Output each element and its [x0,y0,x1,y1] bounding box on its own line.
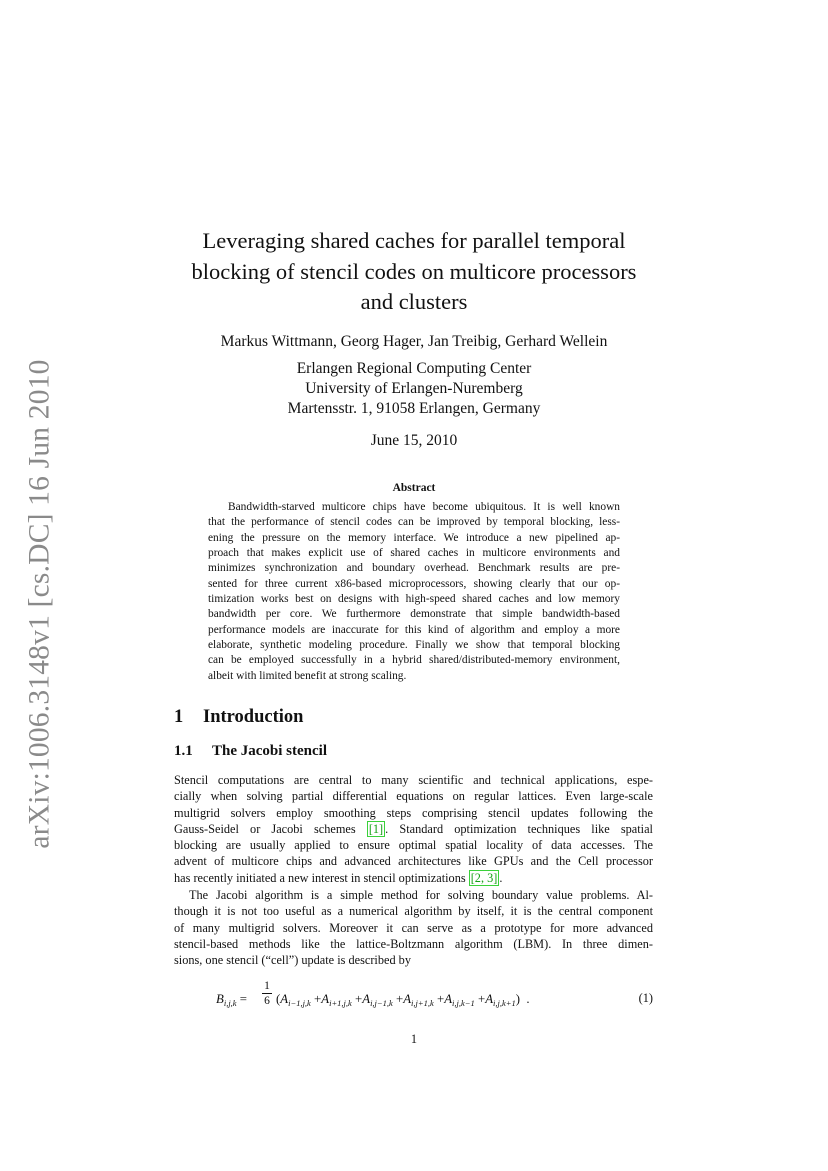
page-number: 1 [410,1032,418,1046]
fraction-bar [262,993,272,994]
author-list: Markus Wittmann, Georg Hager, Jan Treibig, Gerhard Wellein [220,333,608,350]
equation-number: (1) [638,991,653,1005]
abstract-line: performance models are inaccurate for this kind of algorithm and employ a more [208,623,620,636]
paragraph-line: cially when solving partial differential equations on regular lattices. Even large-scale [174,789,653,804]
equation-rhs: $(A_{i-1,j,k} +A_{i+1,j,k} +A_{i,j-1,k} +A_{i,j+1,k} +A_{i,j,k-1} +A_{i,j,k+1})$ . [276,992,530,1008]
paragraph-line: of many multigrid solvers. Moreover it can serve as a prototype for more advanced [174,920,653,935]
equation-fraction [262,979,272,1008]
paragraph-jacobi [174,887,653,968]
affiliation-line: Erlangen Regional Computing Center [296,360,532,377]
paragraph-text: . [499,870,503,885]
arxiv-identifier: arXiv:1006.3148v1 [cs.DC] 16 Jun 2010 [23,359,56,849]
paragraph-intro [174,772,653,886]
section-number: 1 [174,707,184,727]
affiliation-line: Martensstr. 1, 91058 Erlangen, Germany [287,400,541,417]
affiliation [160,359,668,419]
fraction-denominator: 6 [264,995,270,1007]
section-heading [174,707,303,728]
subsection-heading [174,743,327,760]
paragraph-line: multigrid solvers employ smoothing steps comprising stencil updates following the [174,805,653,820]
abstract-line: can be employed successfully in a hybrid shared/distributed-memory environment, [208,654,620,667]
paragraph-line [174,821,653,837]
abstract-line: Bandwidth-starved multicore chips have become ubiquitous. It is well known [228,501,620,513]
abstract-line: proach that makes explicit use of shared caches in multicore environments and [208,547,620,560]
abstract-line: albeit with limited benefit at strong scaling. [208,669,407,682]
abstract-body [208,500,620,684]
affiliation-line: University of Erlangen-Nuremberg [305,380,523,397]
abstract-line: elaborate, synthetic modeling procedure. Finally we show that temporal blocking [208,639,620,652]
paragraph-text: . Standard optimization techniques like spatial [385,821,653,836]
paragraph-line: blocking are usually applied to ensure optimal spatial locality of data accesses. The [174,838,653,853]
abstract-heading: Abstract [392,482,436,494]
citation-link[interactable]: [2, 3] [470,870,498,885]
abstract-line: sented for three current x86-based microprocessors, showing clearly that our op- [208,577,620,590]
citation-link[interactable]: [1] [368,821,384,836]
publication-date: June 15, 2010 [370,432,458,449]
paragraph-line: sions, one stencil (“cell”) update is described by [174,953,411,968]
paragraph-line: Stencil computations are central to many scientific and technical applications, espe- [174,773,653,787]
title-line: Leveraging shared caches for parallel temporal [202,228,626,253]
title-line: and clusters [360,289,468,314]
paragraph-line: advent of multicore chips and advanced architectures like GPUs and the Cell processor [174,854,653,869]
fraction-numerator: 1 [264,980,270,992]
paragraph-line: The Jacobi algorithm is a simple method for solving boundary value problems. Al- [189,888,653,902]
abstract-line: bandwidth per core. We furthermore demonstrate that simple bandwidth-based [208,608,620,621]
equation-block [174,982,653,1016]
subsection-title: The Jacobi stencil [212,743,327,759]
paragraph-line: though it is not too useful as a numerical algorithm by itself, it is the central component [174,904,653,919]
paragraph-text: Gauss-Seidel or Jacobi schemes [174,821,367,836]
equation-lhs: $B_{i,j,k}$ = [216,992,247,1008]
abstract-line: minimizes synchronization and boundary overhead. Benchmark results are pre- [208,562,620,575]
abstract-line: timization works best on designs with high-speed shared caches and low memory [208,593,620,606]
abstract-line: ening the pressure on the memory interface. We introduce a new pipelined ap- [208,531,620,544]
subsection-number: 1.1 [174,743,193,759]
abstract-line: that the performance of stencil codes can be improved by temporal blocking, less- [208,516,620,529]
paragraph-line: stencil-based methods like the lattice-Boltzmann algorithm (LBM). In three dimen- [174,936,653,951]
title-line: blocking of stencil codes on multicore processors [191,258,637,284]
paragraph-line [174,870,653,886]
section-title: Introduction [203,707,304,727]
paper-title [160,226,668,318]
paragraph-text: has recently initiated a new interest in stencil optimizations [174,870,469,885]
